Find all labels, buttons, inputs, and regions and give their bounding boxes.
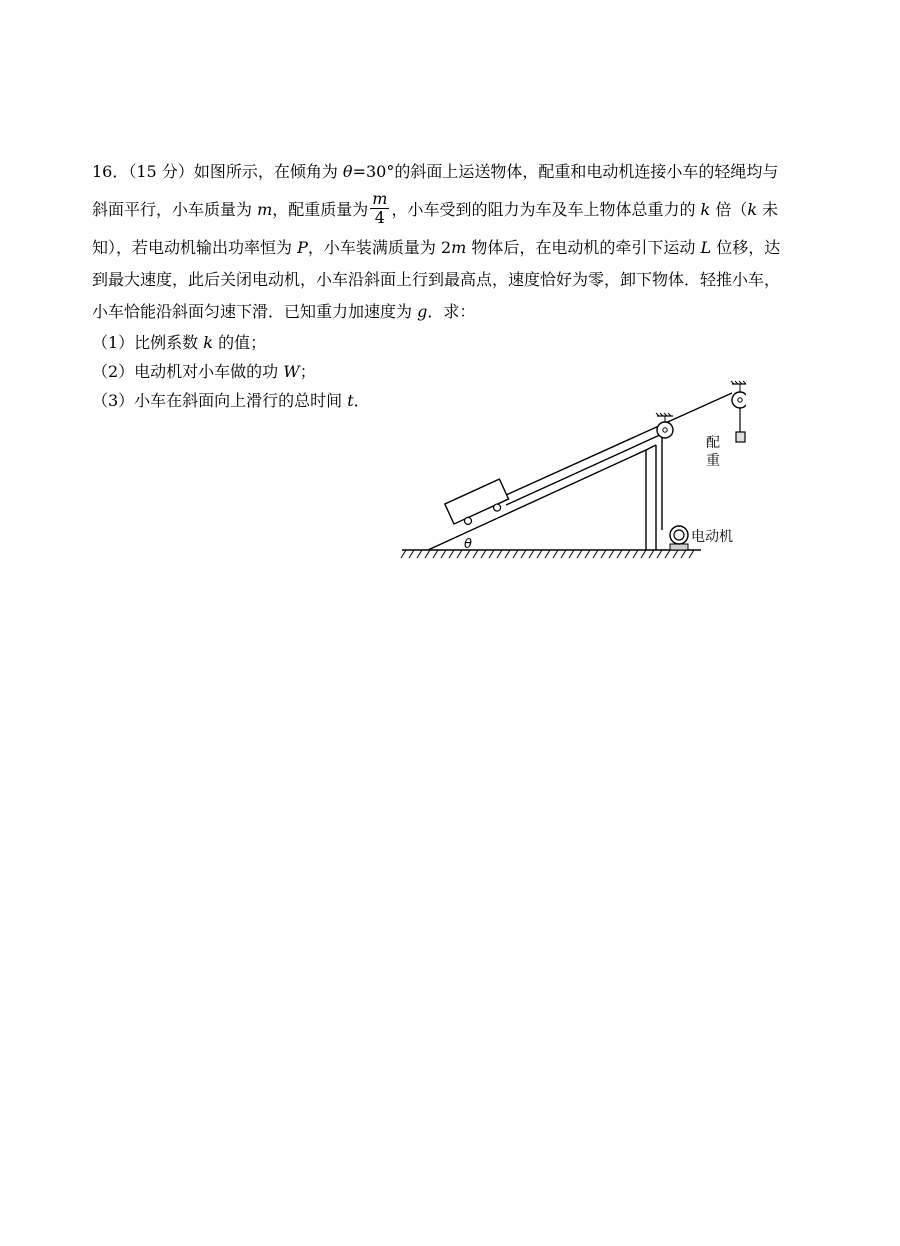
- text-segment: 未: [757, 200, 779, 219]
- text-segment: ，小车装满质量为 2: [307, 238, 452, 257]
- text-segment: （3）小车在斜面向上滑行的总时间: [92, 391, 348, 410]
- text-segment: 斜面平行，小车质量为: [92, 200, 258, 219]
- var-g: g: [417, 302, 428, 321]
- text-segment: 如图所示，在倾角为: [193, 162, 343, 181]
- motor: [670, 526, 688, 550]
- ground-hatching: [401, 550, 694, 558]
- fraction-numerator: m: [372, 189, 388, 208]
- counterweight-block: [736, 432, 745, 442]
- text-segment: =30°的斜面上运送物体，配重和电动机连接小车的轻绳均与: [352, 162, 779, 181]
- text-segment: （1）比例系数: [92, 333, 204, 352]
- var-m: m: [451, 238, 467, 257]
- incline-top-edge: [646, 445, 656, 450]
- question-1: [92, 328, 812, 357]
- text-segment: （2）电动机对小车做的功: [92, 362, 284, 381]
- problem-points: （15 分）: [128, 162, 194, 181]
- text-segment: 知），若电动机输出功率恒为: [92, 238, 298, 257]
- problem-line-2: [92, 188, 812, 232]
- rope-to-counterweight: [506, 393, 732, 495]
- var-k: k: [203, 333, 213, 352]
- var-t: t: [347, 391, 354, 410]
- text-segment: 位移，达: [711, 238, 781, 257]
- text-segment: ；: [299, 362, 316, 381]
- rope-to-motor: [506, 434, 662, 505]
- fraction-m-over-4: [370, 190, 389, 227]
- motor-label: 电动机: [691, 529, 733, 545]
- incline-diagram: [396, 372, 746, 567]
- problem-line-3: [92, 232, 812, 264]
- counterweight-label-2: 重: [706, 453, 720, 469]
- var-k: k: [747, 200, 758, 219]
- problem-number: 16．: [92, 162, 129, 181]
- motor-pulley: [656, 413, 673, 438]
- text-segment: 物体后，在电动机的牵引下运动: [466, 238, 701, 257]
- theta-label: θ: [464, 537, 472, 552]
- text-segment: ．求：: [427, 302, 476, 321]
- text-segment: 倍（: [710, 200, 748, 219]
- text-segment: ，小车受到的阻力为车及车上物体总重力的: [391, 200, 701, 219]
- var-m: m: [257, 200, 273, 219]
- text-segment: ，配重质量为: [272, 200, 369, 219]
- problem-line-4: 到最大速度，此后关闭电动机，小车沿斜面上行到最高点，速度恰好为零，卸下物体．轻推小车，: [92, 270, 781, 289]
- fraction-denominator: 4: [374, 208, 385, 227]
- var-theta: θ: [342, 162, 353, 181]
- counterweight-label-1: 配: [706, 435, 720, 451]
- text-segment: ．: [353, 391, 370, 410]
- var-L: L: [700, 238, 712, 257]
- cart: [445, 479, 511, 530]
- top-pulley: [731, 381, 746, 408]
- text-segment: 的值；: [212, 333, 267, 352]
- var-W: W: [283, 362, 300, 381]
- var-k: k: [700, 200, 711, 219]
- text-segment: 小车恰能沿斜面匀速下滑．已知重力加速度为: [92, 302, 418, 321]
- problem-line-1: [92, 156, 812, 188]
- var-P: P: [297, 238, 308, 257]
- problem-line-5: [92, 296, 812, 328]
